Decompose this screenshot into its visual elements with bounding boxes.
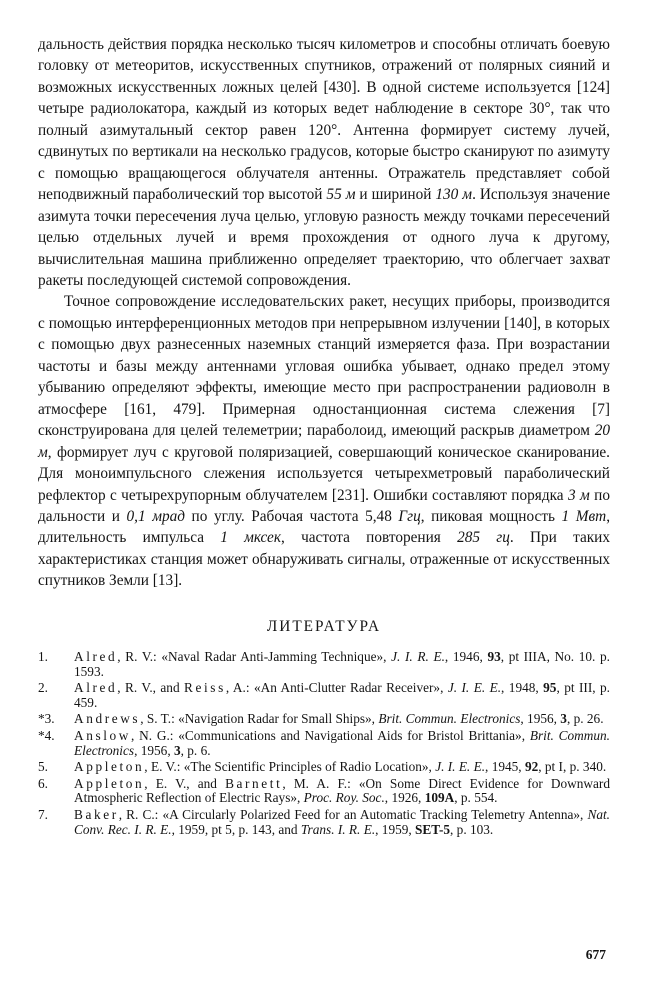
reference-number: 7. [38,806,48,822]
reference-number: *4. [38,727,55,743]
references-list [38,650,610,838]
reference-item [38,777,610,807]
reference-number: *3. [38,711,55,727]
reference-text: Appleton, E. V., and Barnett, M. A. F.: «On Some Direct Evidence for Downward Atmospheric Reflection of Electric Rays», Proc. Roy. Soc., 1926, 109A, p. 554. [74,775,610,806]
reference-text: Anslow, N. G.: «Communications and Navigational Aids for Bristol Brittania», Brit. Commun. Electronics, 1956, 3, p. 6. [74,727,610,758]
reference-text: Appleton, E. V.: «The Scientific Principles of Radio Location», J. I. E. E., 1945, 92, pt I, p. 340. [74,759,607,775]
references-heading: ЛИТЕРАТУРА [266,617,382,635]
reference-item [38,712,610,727]
reference-item [38,760,610,775]
reference-number: 1. [38,648,48,664]
body-paragraph-2: Точное сопровождение исследовательских ракет, несущих приборы, производится с помощью интерференционных методов при непрерывном излучении [140], в которых с помощью двух разнесенных наземных станций измеряется фаза. При возрастании частоты и базы между антеннами угловая ошибка убывает, однако предел этому убыванию определяют эффекты, имеющие место при распространении радиоволн в атмосфере [161, 479]. Примерная одностанционная система слежения [7] сконструирована для целей телеметрии; параболоид, имеющий раскрыв диаметром 20 м, формирует луч с круговой поляризацией, совершающий коническое сканирование. Для моноимпульсного слежения используется четырехметровый параболический рефлектор с четырехрупорным облучателем [231]. Ошибки составляют порядка 3 м по дальности и 0,1 мрад по углу. Рабочая частота 5,48 Ггц, пиковая мощность 1 Мвт, длительность импульса 1 мксек, частота повторения 285 гц. При таких характеристиках станция может обнаруживать сигналы, отраженные от искусственных спутников Земли [13]. [38,293,611,590]
reference-text: Baker, R. C.: «A Circularly Polarized Feed for an Automatic Tracking Telemetry Antenna», Nat. Conv. Rec. I. R. E., 1959, pt 5, p. 143, and Trans. I. R. E., 1959, SET-5, p. 103. [74,806,610,837]
page-content [38,34,610,839]
reference-text: Alred, R. V.: «Naval Radar Anti-Jamming Technique», J. I. R. E., 1946, 93, pt IIIA, No. 10. p. 1593. [74,648,610,679]
reference-item [38,681,610,711]
reference-item [38,729,610,759]
body-paragraph-1: дальность действия порядка несколько тысяч километров и способны отличать боевую головку от метеоритов, искусственных спутников, отражений от полярных сияний и возможных искусственных ложных целей [430]. В одной системе используется [124] четыре радиолокатора, каждый из которых ведет наблюдение в секторе 30°, так что полный азимутальный сектор равен 120°. Антенна формирует систему лучей, сдвинутых по вертикали на несколько градусов, которые быстро сканируют по азимуту с помощью вращающегося облучателя антенны. Отражатель представляет собой неподвижный параболический тор высотой 55 м и шириной 130 м. Используя значение азимута точки пересечения луча целью, угловую разность между точками пересечений целью отдельных лучей и время прохождения от одного луча к другому, вычислительная машина приближенно определяет траекторию, что облегчает захват ракеты последующей системой сопровождения. [38,36,610,289]
reference-number: 5. [38,759,48,775]
reference-text: Alred, R. V., and Reiss, A.: «An Anti-Clutter Radar Receiver», J. I. E. E., 1948, 95, pt III, p. 459. [74,680,611,710]
reference-text: Andrews, S. T.: «Navigation Radar for Small Ships», Brit. Commun. Electronics, 1956, 3, p. 26. [74,711,604,727]
reference-number: 2. [38,680,48,696]
page-number: 677 [585,947,606,962]
reference-item [38,808,610,838]
reference-number: 6. [38,775,48,791]
reference-item [38,650,610,680]
